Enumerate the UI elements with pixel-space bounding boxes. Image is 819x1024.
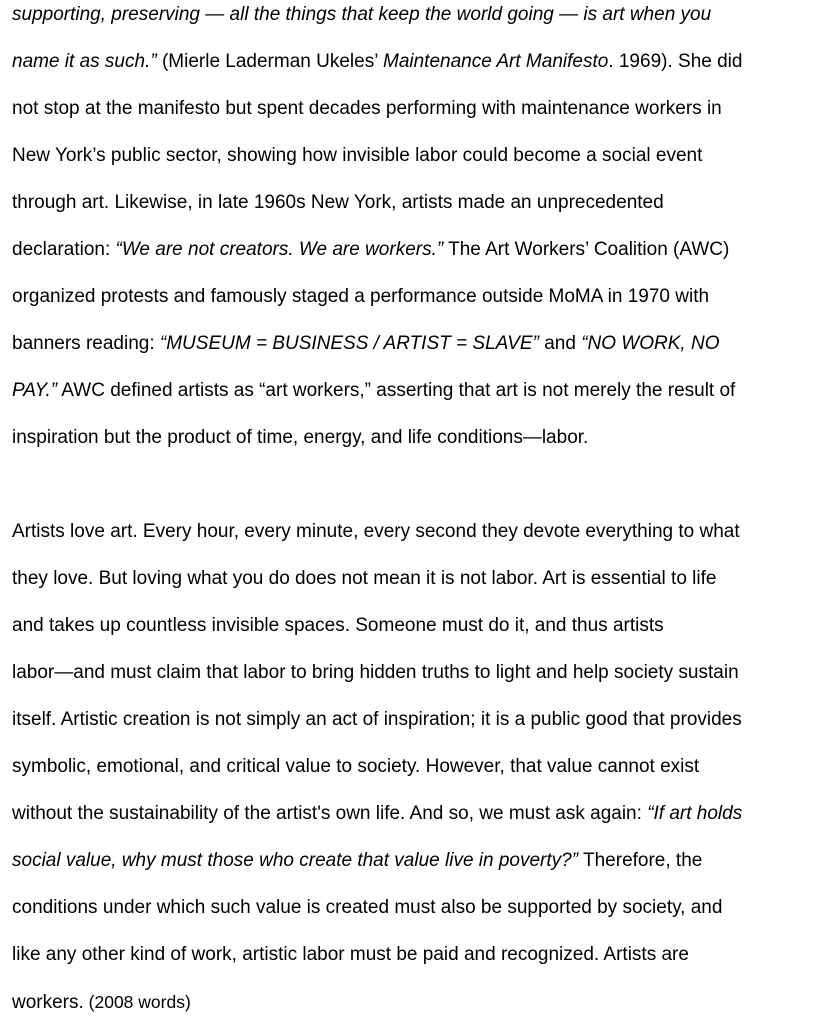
text-run: Therefore, the <box>578 850 703 871</box>
text-line <box>12 97 722 121</box>
text-line <box>12 896 722 920</box>
text-run: organized protests and famously staged a performance outside MoMA in 1970 with <box>12 286 710 307</box>
text-run: like any other kind of work, artistic labor must be paid and recognized. Artists are <box>12 944 689 965</box>
text-run: they love. But loving what you do does not mean it is not labor. Art is essential to life <box>12 568 717 589</box>
text-line <box>12 990 191 1014</box>
italic-quote: “NO WORK, NO <box>581 333 720 354</box>
text-run: (Mierle Laderman Ukeles’ <box>156 51 383 72</box>
text-line <box>12 943 689 967</box>
text-run: and takes up countless invisible spaces. Someone must do it, and thus artists <box>12 615 664 636</box>
text-run: banners reading: <box>12 333 160 354</box>
text-line <box>12 238 729 262</box>
text-line <box>12 849 702 873</box>
text-line <box>12 802 742 826</box>
text-line <box>12 144 702 168</box>
text-run: without the sustainability of the artist's own life. And so, we must ask again: <box>12 803 648 824</box>
text-line <box>12 50 742 74</box>
text-line <box>12 661 739 685</box>
word-count: (2008 words) <box>83 992 191 1012</box>
text-run: New York’s public sector, showing how invisible labor could become a social event <box>12 145 703 166</box>
italic-quote: name it as such.” <box>12 51 157 72</box>
text-line <box>12 285 709 309</box>
text-run: not stop at the manifesto but spent decades performing with maintenance workers in <box>12 98 722 119</box>
italic-quote: supporting, preserving — all the things that keep the world going — is art when you <box>12 4 712 25</box>
text-run: through art. Likewise, in late 1960s New York, artists made an unprecedented <box>12 192 664 213</box>
text-run: and <box>538 333 582 354</box>
text-run: workers. <box>12 992 84 1013</box>
italic-quote: “MUSEUM = BUSINESS / ARTIST = SLAVE” <box>159 333 539 354</box>
text-line <box>12 191 664 215</box>
text-run: conditions under which such value is created must also be supported by society, and <box>12 897 723 918</box>
text-line <box>12 3 711 27</box>
text-run: AWC defined artists as “art workers,” asserting that art is not merely the result of <box>57 380 736 401</box>
italic-quote: social value, why must those who create that value live in poverty?” <box>12 850 579 871</box>
text-run: . 1969). She did <box>608 51 743 72</box>
text-line <box>12 332 719 356</box>
italic-quote: “We are not creators. We are workers.” <box>115 239 444 260</box>
text-run: labor—and must claim that labor to bring hidden truths to light and help society sustain <box>12 662 739 683</box>
text-run: The Art Workers’ Coalition (AWC) <box>443 239 730 260</box>
text-line <box>12 708 742 732</box>
text-run: symbolic, emotional, and critical value to society. However, that value cannot exist <box>12 756 700 777</box>
italic-quote: PAY.” <box>12 380 58 401</box>
text-run: inspiration but the product of time, energy, and life conditions—labor. <box>12 427 589 448</box>
text-line <box>12 567 716 591</box>
text-line <box>12 379 735 403</box>
text-line <box>12 520 740 544</box>
text-line <box>12 755 699 779</box>
text-line <box>12 426 588 450</box>
text-run: Artists love art. Every hour, every minute, every second they devote everything to what <box>12 521 740 542</box>
text-line <box>12 614 664 638</box>
text-run: itself. Artistic creation is not simply an act of inspiration; it is a public good that provides <box>12 709 742 730</box>
italic-quote: Maintenance Art Manifesto <box>383 51 609 72</box>
italic-quote: “If art holds <box>647 803 743 824</box>
text-run: declaration: <box>12 239 116 260</box>
